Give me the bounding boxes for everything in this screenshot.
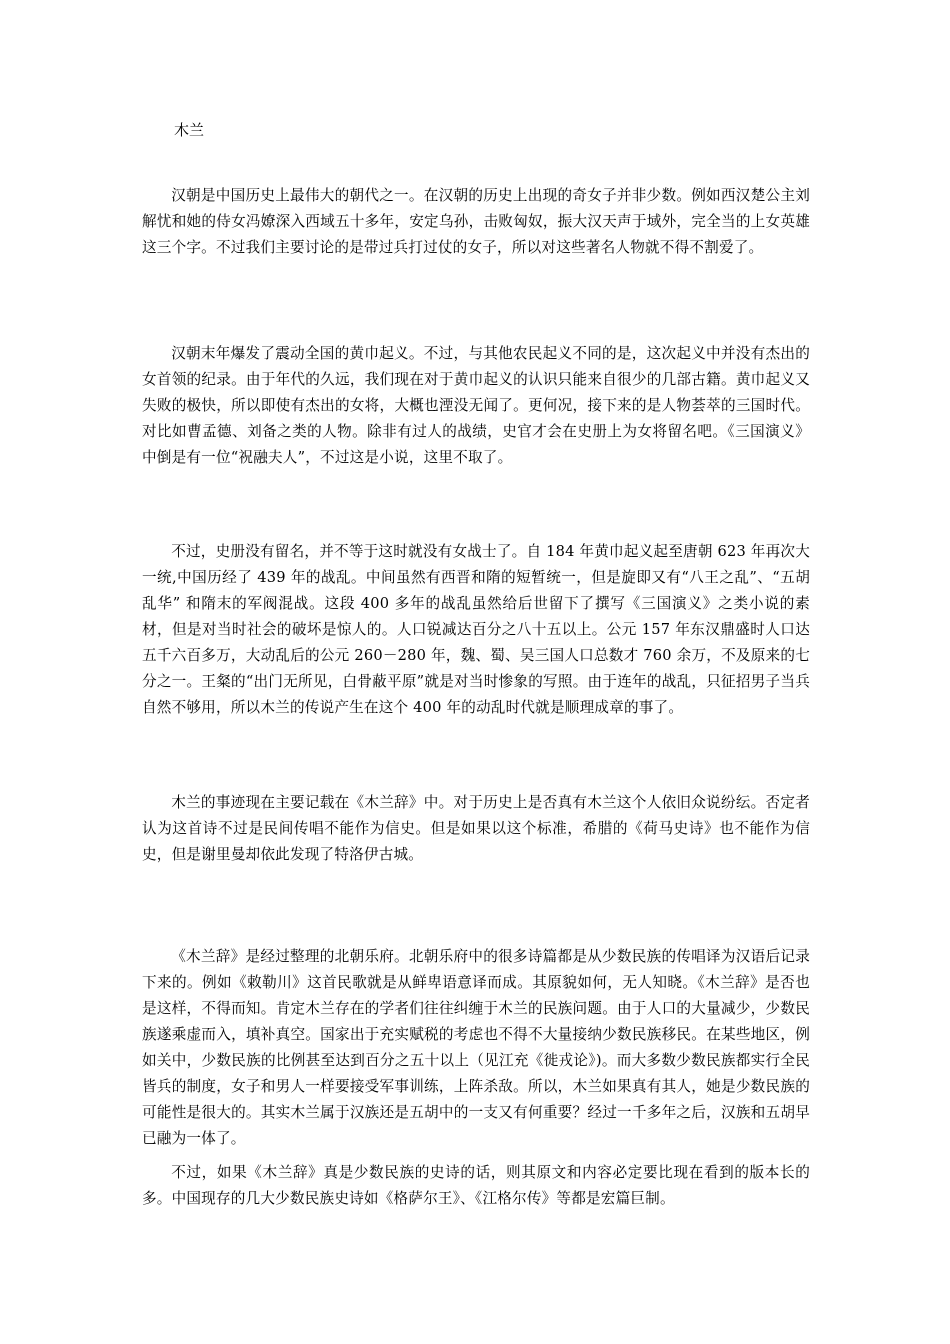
- paragraph-5: 《木兰辞》是经过整理的北朝乐府。北朝乐府中的很多诗篇都是从少数民族的传唱译为汉语后记录下来的。例如《敕勒川》这首民歌就是从鲜卑语意译而成。其原貌如何，无人知晓。《木兰辞》是否也是这样，不得而知。肯定木兰存在的学者们往往纠缠于木兰的民族问题。由于人口的大量减少，少数民族遂乘虚而入，填补真空。国家出于充实赋税的考虑也不得不大量接纳少数民族移民。在某些地区，例如关中，少数民族的比例甚至达到百分之五十以上（见江充《徙戎论》)。而大多数少数民族都实行全民皆兵的制度，女子和男人一样要接受军事训练，上阵杀敌。所以，木兰如果真有其人，她是少数民族的可能性是很大的。其实木兰属于汉族还是五胡中的一支又有何重要？经过一千多年之后，汉族和五胡早已融为一体了。: [142, 948, 810, 1147]
- document-title: 木兰: [174, 121, 205, 139]
- paragraph-2: 汉朝末年爆发了震动全国的黄巾起义。不过，与其他农民起义不同的是，这次起义中并没有杰出的女首领的纪录。由于年代的久远，我们现在对于黄巾起义的认识只能来自很少的几部古籍。黄巾起义又失败的极快，所以即使有杰出的女将，大概也湮没无闻了。更何况，接下来的是人物荟萃的三国时代。对比如曹孟德、刘备之类的人物。除非有过人的战绩，史官才会在史册上为女将留名吧。《三国演义》中倒是有一位“祝融夫人”，不过这是小说，这里不取了。: [142, 345, 810, 466]
- paragraph-4: 木兰的事迹现在主要记载在《木兰辞》中。对于历史上是否真有木兰这个人依旧众说纷纭。否定者认为这首诗不过是民间传唱不能作为信史。但是如果以这个标准，希腊的《荷马史诗》也不能作为信史，但是谢里曼却依此发现了特洛伊古城。: [142, 794, 810, 863]
- paragraph-3: 不过，史册没有留名，并不等于这时就没有女战士了。自 184 年黄巾起义起至唐朝 623 年再次大一统,中国历经了 439 年的战乱。中间虽然有西晋和隋的短暂统一，但是旋即又有“八王之乱”、“五胡乱华” 和隋末的军阀混战。这段 400 多年的战乱虽然给后世留下了撰写《三国演义》之类小说的素材，但是对当时社会的破坏是惊人的。人口锐减达百分之八十五以上。公元 157 年东汉鼎盛时人口达五千六百多万，大动乱后的公元 260－280 年，魏、蜀、吴三国人口总数才 760 余万，不及原来的七分之一。王粲的“出门无所见，白骨蔽平原”就是对当时惨象的写照。由于连年的战乱，只征招男子当兵自然不够用，所以木兰的传说产生在这个 400 年的动乱时代就是顺理成章的事了。: [142, 543, 810, 716]
- paragraph-1: 汉朝是中国历史上最伟大的朝代之一。在汉朝的历史上出现的奇女子并非少数。例如西汉楚公主刘解忧和她的侍女冯嫽深入西域五十多年，安定乌孙，击败匈奴，振大汉天声于域外，完全当的上女英雄这三个字。不过我们主要讨论的是带过兵打过仗的女子，所以对这些著名人物就不得不割爱了。: [142, 187, 810, 256]
- paragraph-6: 不过，如果《木兰辞》真是少数民族的史诗的话，则其原文和内容必定要比现在看到的版本长的多。中国现存的几大少数民族史诗如《格萨尔王》、《江格尔传》等都是宏篇巨制。: [142, 1164, 810, 1207]
